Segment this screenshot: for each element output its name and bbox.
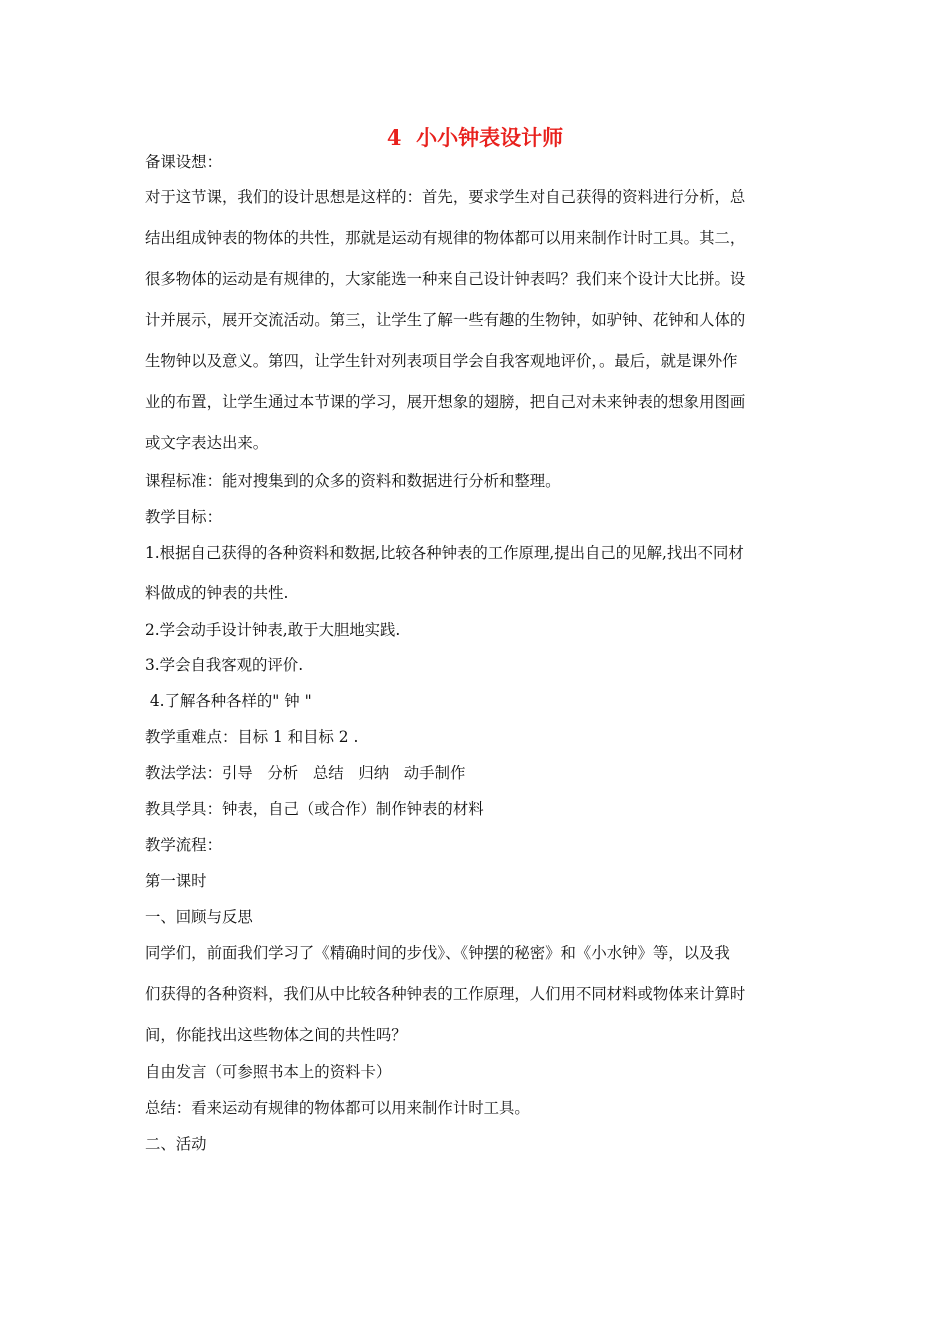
paragraph-line: 生物钟以及意义。第四，让学生针对列表项目学会自我客观地评价，。最后，就是课外作 [145, 352, 738, 370]
heading-teaching-process: 教学流程： [145, 836, 222, 854]
objective-item-continued: 料做成的钟表的共性. [145, 584, 289, 602]
section-heading-review: 一、回顾与反思 [145, 908, 253, 926]
paragraph-line: 业的布置，让学生通过本节课的学习，展开想象的翅膀，把自己对未来钟表的想象用图画 [145, 393, 746, 411]
paragraph-line: 或文字表达出来。 [145, 434, 269, 452]
free-speech-line: 自由发言（可参照书本上的资料卡） [145, 1063, 392, 1081]
document-title: 4 小小钟表设计师 [386, 125, 564, 150]
paragraph-line: 对于这节课，我们的设计思想是这样的：首先，要求学生对自己获得的资料进行分析，总 [145, 188, 746, 206]
curriculum-standard: 课程标准：能对搜集到的众多的资料和数据进行分析和整理。 [145, 472, 561, 490]
paragraph-line: 们获得的各种资料，我们从中比较各种钟表的工作原理，人们用不同材料或物体来计算时 [145, 985, 746, 1003]
paragraph-line: 很多物体的运动是有规律的，大家能选一种来自己设计钟表吗？我们来个设计大比拼。设 [145, 270, 746, 288]
objective-item: 1.根据自己获得的各种资料和数据,比较各种钟表的工作原理,提出自己的见解,找出不同材 [145, 544, 744, 562]
objective-item: 3.学会自我客观的评价. [145, 656, 304, 674]
paragraph-line: 计并展示，展开交流活动。第三，让学生了解一些有趣的生物钟，如驴钟、花钟和人体的 [145, 311, 746, 329]
paragraph-line: 间，你能找出这些物体之间的共性吗？ [145, 1026, 407, 1044]
paragraph-line: 同学们，前面我们学习了《精确时间的步伐》、《钟摆的秘密》和《小水钟》等，以及我 [145, 944, 730, 962]
heading-objectives: 教学目标： [145, 508, 222, 526]
summary-line: 总结：看来运动有规律的物体都可以用来制作计时工具。 [145, 1099, 530, 1117]
section-heading-activity: 二、活动 [145, 1135, 207, 1153]
objective-item: 2.学会动手设计钟表,敢于大胆地实践. [145, 621, 401, 639]
objective-item: 4.了解各种各样的" 钟 " [145, 692, 312, 710]
paragraph-line: 结出组成钟表的物体的共性，那就是运动有规律的物体都可以用来制作计时工具。其二， [145, 229, 746, 247]
heading-first-lesson: 第一课时 [145, 872, 207, 890]
teaching-materials: 教具学具：钟表，自己（或合作）制作钟表的材料 [145, 800, 484, 818]
heading-lesson-idea: 备课设想： [145, 153, 222, 171]
key-difficulties: 教学重难点：目标 1 和目标 2 . [145, 728, 359, 746]
teaching-methods: 教法学法：引导 分析 总结 归纳 动手制作 [145, 764, 466, 782]
